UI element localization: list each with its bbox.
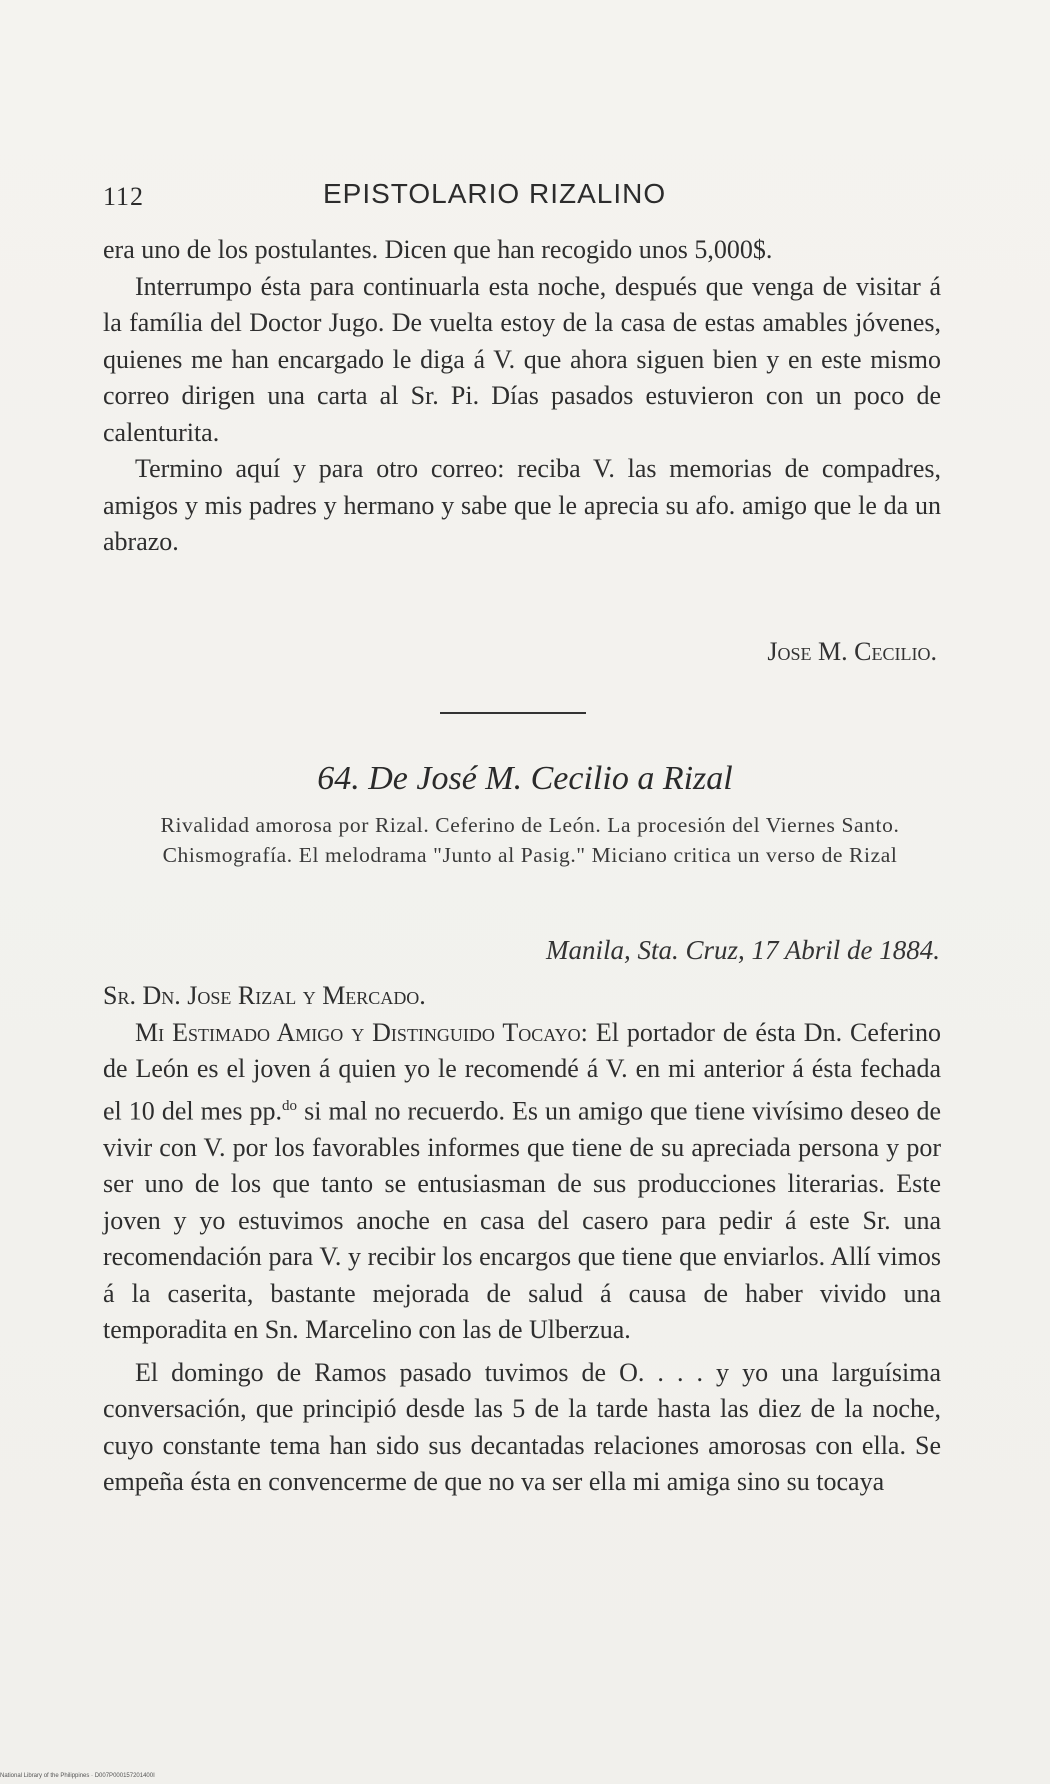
paragraph: Termino aquí y para otro correo: reciba V. las memorias de compadres, amigos y mis padres y hermano y sabe que le aprecia su afo. amigo que le da un abrazo. <box>103 454 941 556</box>
page-header <box>103 178 943 218</box>
paragraph: Interrumpo ésta para continuarla esta noche, después que venga de visitar á la família del Doctor Jugo. De vuelta estoy de la casa de estas amables jóvenes, quienes me han encargado le diga á V. que ahora siguen bien y en este mismo correo dirigen una carta al Sr. Pi. Días pasados estuvieron con un poco de calenturita. <box>103 271 941 447</box>
addressee: Sr. Dn. Jose Rizal y Mercado. <box>103 981 426 1010</box>
section-divider <box>440 712 586 714</box>
paragraph: era uno de los postulantes. Dicen que han recogido unos 5,000$. <box>103 235 773 264</box>
superscript: do <box>282 1097 298 1114</box>
letter-heading: 64. De José M. Cecilio a Rizal <box>317 760 733 797</box>
letter-body <box>103 978 941 1501</box>
paragraph <box>103 1015 941 1349</box>
previous-letter-ending <box>103 232 941 561</box>
paragraph: El domingo de Ramos pasado tuvimos de O. . . . y yo una larguísima conversación, que principió desde las 5 de la tarde hasta las diez de la noche, cuyo constante tema han sido sus decantadas relaciones amorosas con ella. Se empeña ésta en convencerme de que no va ser ella mi amiga sino su tocaya <box>103 1357 941 1497</box>
letter-summary: Rivalidad amorosa por Rizal. Ceferino de León. La procesión del Viernes Santo. Chismografía. El melodrama "Junto al Pasig." Miciano critica un verso de Rizal <box>160 813 900 867</box>
paragraph-text: El portador de ésta Dn. Ceferino de León es el joven á quien yo le recomendé á V. en mi anterior á ésta fechada el 10 del mes pp. <box>103 1017 941 1126</box>
running-title: EPISTOLARIO RIZALINO <box>323 178 667 209</box>
scan-footer: National Library of the Philippines · D007P000157201400I <box>0 1773 155 1779</box>
signature: Jose M. Cecilio. <box>767 637 937 666</box>
salutation: Mi Estimado Amigo y Distinguido Tocayo: <box>135 1017 588 1047</box>
dateline: Manila, Sta. Cruz, 17 Abril de 1884. <box>545 935 940 965</box>
page-number: 112 <box>103 182 145 211</box>
paragraph-text: si mal no recuerdo. Es un amigo que tiene vivísimo deseo de vivir con V. por los favorables informes que tiene de su apreciada persona y por ser uno de los que tanto se entusiasman de sus producciones literarias. Este joven y yo estuvimos anoche en casa del casero para pedir á este Sr. una recomendación para V. y recibir los encargos que tiene que enviarlos. Allí vimos á la caserita, bastante mejorada de salud á causa de haber vivido una temporadita en Sn. Marcelino con las de Ulberzua. <box>103 1096 941 1345</box>
